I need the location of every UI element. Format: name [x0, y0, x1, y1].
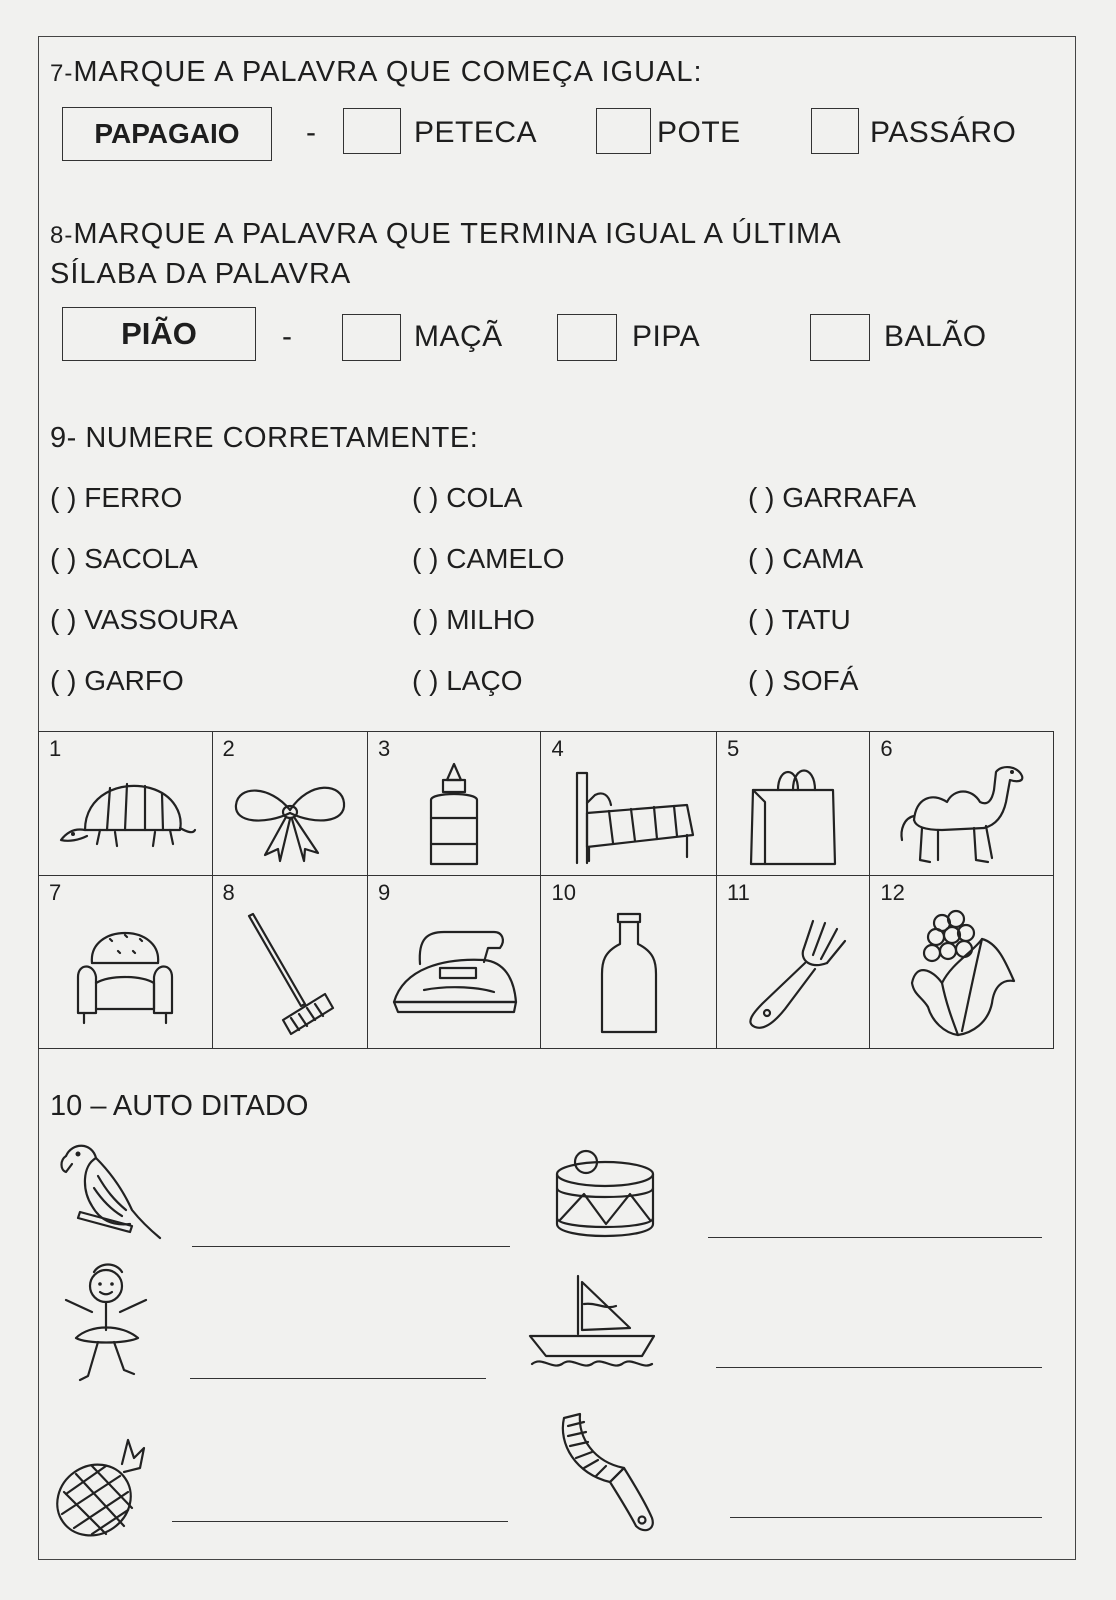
- fork-icon: [733, 913, 853, 1033]
- picture-cell: 5: [716, 732, 869, 876]
- q9-item-word: LAÇO: [446, 665, 523, 696]
- q7-checkbox-1[interactable]: [343, 108, 401, 154]
- q9-item-word: MILHO: [446, 604, 535, 635]
- armchair-icon: [70, 913, 180, 1033]
- q9-item: ( ) COLA: [412, 482, 523, 513]
- q9-item-word: SACOLA: [84, 543, 198, 574]
- answer-line[interactable]: [190, 1378, 486, 1379]
- q8-heading-line2: SÍLABA DA PALAVRA: [50, 258, 352, 290]
- camel-icon: [892, 760, 1032, 870]
- q9-picture-grid: [38, 731, 1054, 1049]
- q9-item-word: TATU: [781, 604, 851, 635]
- q9-item-word: VASSOURA: [84, 604, 238, 635]
- q7-option-3: PASSÁRO: [870, 116, 1017, 149]
- comb-icon: [554, 1404, 658, 1534]
- q7-checkbox-2[interactable]: [596, 108, 651, 154]
- picture-cell: 4: [541, 732, 717, 876]
- q8-option-1: MAÇÃ: [414, 320, 503, 353]
- q7-heading: 7-MARQUE A PALAVRA QUE COMEÇA IGUAL:: [50, 56, 703, 88]
- q9-item-word: FERRO: [84, 482, 183, 513]
- q9-item: ( ) MILHO: [412, 604, 535, 635]
- corn-icon: [902, 903, 1022, 1043]
- q9-item: ( ) FERRO: [50, 482, 183, 513]
- q8-heading: 8-MARQUE A PALAVRA QUE TERMINA IGUAL A ÚLTIMA: [50, 218, 842, 250]
- broom-icon: [235, 908, 345, 1038]
- q9-heading: 9- NUMERE CORRETAMENTE:: [50, 422, 479, 454]
- q9-item: ( ) CAMA: [748, 543, 864, 574]
- answer-line[interactable]: [708, 1237, 1042, 1238]
- picture-cell: 1: [39, 732, 213, 876]
- q9-item-word: COLA: [446, 482, 523, 513]
- q9-item-word: GARFO: [84, 665, 184, 696]
- q9-item-word: GARRAFA: [782, 482, 917, 513]
- q9-item: ( ) GARRAFA: [748, 482, 917, 513]
- q9-item-word: CAMA: [782, 543, 864, 574]
- sailboat-icon: [526, 1272, 660, 1370]
- q7-checkbox-3[interactable]: [811, 108, 859, 154]
- q8-option-3: BALÃO: [884, 320, 987, 353]
- answer-line[interactable]: [730, 1517, 1042, 1518]
- q9-item-word: SOFÁ: [782, 665, 859, 696]
- q8-option-2: PIPA: [632, 320, 701, 353]
- q9-item: ( ) CAMELO: [412, 543, 565, 574]
- picture-cell: 9: [367, 876, 541, 1049]
- q9-item: ( ) SACOLA: [50, 543, 198, 574]
- picture-cell: 10: [541, 876, 717, 1049]
- q10-heading: 10 – AUTO DITADO: [50, 1090, 309, 1122]
- parrot-icon: [52, 1140, 162, 1240]
- q8-dash: -: [282, 320, 293, 353]
- q9-item: ( ) TATU: [748, 604, 851, 635]
- answer-line[interactable]: [192, 1246, 510, 1247]
- q9-item-word: CAMELO: [446, 543, 565, 574]
- picture-cell: 11: [716, 876, 869, 1049]
- picture-cell: 8: [212, 876, 367, 1049]
- picture-cell: 3: [367, 732, 541, 876]
- q7-dash: -: [306, 116, 317, 149]
- iron-icon: [384, 918, 524, 1028]
- q7-option-2: POTE: [657, 116, 741, 149]
- q8-key-word: PIÃO: [62, 307, 256, 361]
- picture-cell: 6: [870, 732, 1054, 876]
- bow-icon: [230, 765, 350, 865]
- pineapple-icon: [48, 1434, 148, 1540]
- q9-item: ( ) LAÇO: [412, 665, 523, 696]
- picture-cell: 7: [39, 876, 213, 1049]
- bottle-icon: [594, 908, 664, 1038]
- q8-checkbox-3[interactable]: [810, 314, 870, 361]
- bag-icon: [743, 760, 843, 870]
- picture-cell: 12: [870, 876, 1054, 1049]
- answer-line[interactable]: [172, 1521, 508, 1522]
- q7-key-word: PAPAGAIO: [62, 107, 272, 161]
- answer-line[interactable]: [716, 1367, 1042, 1368]
- q7-option-1: PETECA: [414, 116, 538, 149]
- ballerina-icon: [56, 1258, 156, 1388]
- drum-icon: [550, 1148, 660, 1240]
- q9-item: ( ) VASSOURA: [50, 604, 238, 635]
- armadillo-icon: [55, 770, 195, 860]
- q8-checkbox-1[interactable]: [342, 314, 401, 361]
- picture-cell: 2: [212, 732, 367, 876]
- q9-item: ( ) SOFÁ: [748, 665, 859, 696]
- glue-bottle-icon: [419, 760, 489, 870]
- q9-item: ( ) GARFO: [50, 665, 184, 696]
- q8-checkbox-2[interactable]: [557, 314, 617, 361]
- bed-icon: [559, 765, 699, 865]
